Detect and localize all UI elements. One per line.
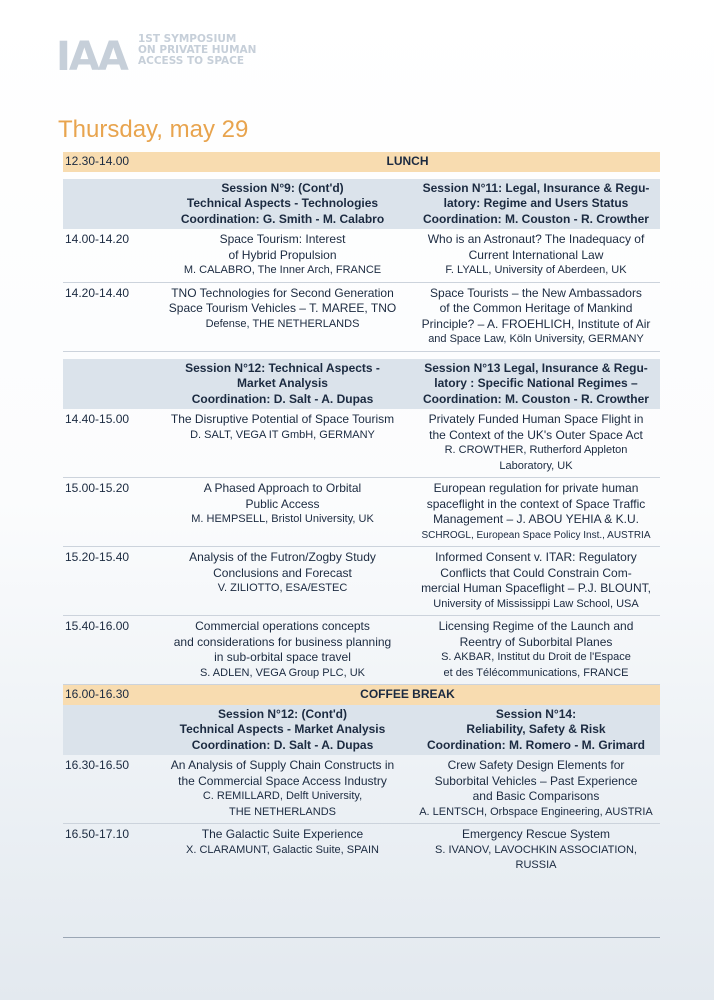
- table-row: 16.30-16.50 An Analysis of Supply Chain Constructs in the Commercial Space Access Industry C. REMILLARD, Delft University, THE NETHERLANDS Crew Safety Design Elements for Suborbital Vehicles – Past Experience and Basic Comparisons A. LENTSCH, Orbspace Engineering, AUSTRIA: [63, 755, 660, 824]
- session-header-row: [63, 179, 660, 230]
- table-row: 16.50-17.10 The Galactic Suite Experience X. CLARAMUNT, Galactic Suite, SPAIN Emergency Rescue System S. IVANOV, LAVOCHKIN ASSOCIATION, RUSSIA: [65, 827, 637, 871]
- table-row: 15.00-15.20 A Phased Approach to Orbital Public Access M. HEMPSELL, Bristol University, UK European regulation for private human spaceflight in the context of Space Traffic Management – J. ABOU YEHIA & K.U. SCHROGL, European Space Policy Inst., AUSTRIA: [63, 478, 660, 547]
- session-header-row: [63, 705, 660, 756]
- session-header-row: [63, 359, 660, 410]
- lunch-row: 12.30-14.00 LUNCH: [63, 152, 660, 172]
- session-14: Session N°14: Reliability, Safety & Risk Coordination: M. Romero - M. Grimard: [427, 706, 645, 752]
- table-row: 15.40-16.00 Commercial operations concepts and considerations for business planning in sub-orbital space travel S. ADLEN, VEGA Group PLC, UK Licensing Regime of the Launch and Reentry of Suborbital Planes S. AKBAR, Institut du Droit de l'Espace et des Télécommunications, FRANCE: [63, 616, 660, 685]
- table-row: 14.20-14.40 TNO Technologies for Second Generation Space Tourism Vehicles – T. MAREE, TNO Defense, THE NETHERLANDS Space Tourists – the New Ambassadors of the Common Heritage of Mankind Principle? – A. FROEHLICH, Institute of Air and Space Law, Köln University, GERMANY: [63, 283, 660, 352]
- coffee-break-row: 16.00-16.30 COFFEE BREAK: [63, 685, 660, 705]
- session-12: Session N°12: Technical Aspects - Market Analysis Coordination: D. Salt - A. Dupas: [185, 360, 380, 406]
- bottom-divider: [63, 937, 660, 938]
- symposium-title: 1ST SYMPOSIUM ON PRIVATE HUMAN ACCESS TO SPACE: [138, 33, 257, 67]
- session-11: Session N°11: Legal, Insurance & Regu- latory: Regime and Users Status Coordination: M. Couston - R. Crowther: [422, 180, 650, 226]
- session-9: Session N°9: (Cont'd) Technical Aspects - Technologies Coordination: G. Smith - M. Calabro: [180, 180, 385, 226]
- table-row: 14.00-14.20 Space Tourism: Interest of Hybrid Propulsion M. CALABRO, The Inner Arch, FRANCE Who is an Astronaut? The Inadequacy of Current International Law F. LYALL, University of Aberdeen, UK: [63, 229, 660, 283]
- schedule-table: [63, 152, 660, 877]
- day-heading: Thursday, may 29: [58, 116, 249, 143]
- session-13: Session N°13 Legal, Insurance & Regu- latory : Specific National Regimes – Coordination: M. Couston - R. Crowther: [423, 360, 649, 406]
- iaa-logo: IAA: [56, 34, 127, 80]
- session-12-contd: Session N°12: (Cont'd) Technical Aspects - Market Analysis Coordination: D. Salt - A. Dupas: [179, 706, 386, 752]
- table-row: 14.40-15.00 The Disruptive Potential of Space Tourism D. SALT, VEGA IT GmbH, GERMANY Privately Funded Human Space Flight in the Context of the UK's Outer Space Act R. CROWTHER, Rutherford Appleton Laboratory, UK: [63, 409, 660, 478]
- table-row: 15.20-15.40 Analysis of the Futron/Zogby Study Conclusions and Forecast V. ZILIOTTO, ESA/ESTEC Informed Consent v. ITAR: Regulatory Conflicts that Could Constrain Com- mercial Human Spaceflight – P.J. BLOUNT, University of Mississippi Law School, USA: [63, 547, 660, 616]
